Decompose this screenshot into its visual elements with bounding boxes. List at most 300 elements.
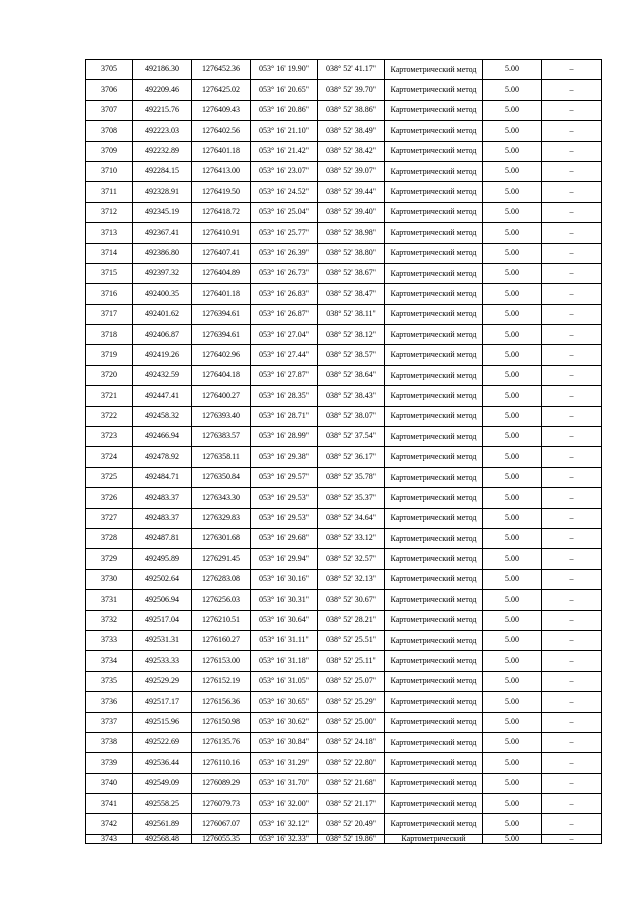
x-coordinate-cell: 492209.46 bbox=[133, 80, 192, 100]
method-cell: Картометрический метод bbox=[385, 406, 483, 426]
method-cell: Картометрический метод bbox=[385, 100, 483, 120]
accuracy-cell: 5.00 bbox=[483, 569, 542, 589]
x-coordinate-cell: 492561.89 bbox=[133, 814, 192, 834]
y-coordinate-cell: 1276153.00 bbox=[192, 651, 251, 671]
table-row bbox=[86, 121, 602, 141]
method-cell: Картометрический метод bbox=[385, 549, 483, 569]
x-coordinate-cell: 492447.41 bbox=[133, 386, 192, 406]
note-cell: – bbox=[542, 814, 602, 834]
note-cell: – bbox=[542, 365, 602, 385]
longitude-cell: 038° 52' 38.12" bbox=[318, 325, 385, 345]
accuracy-cell: 5.00 bbox=[483, 549, 542, 569]
longitude-cell: 038° 52' 21.17" bbox=[318, 794, 385, 814]
point-number-cell: 3739 bbox=[86, 753, 133, 773]
latitude-cell: 053° 16' 25.77" bbox=[251, 223, 318, 243]
point-number-cell: 3713 bbox=[86, 223, 133, 243]
method-cell: Картометрический метод bbox=[385, 610, 483, 630]
y-coordinate-cell: 1276156.36 bbox=[192, 692, 251, 712]
point-number-cell: 3707 bbox=[86, 100, 133, 120]
y-coordinate-cell: 1276110.16 bbox=[192, 753, 251, 773]
table-row bbox=[86, 814, 602, 834]
latitude-cell: 053° 16' 28.99" bbox=[251, 427, 318, 447]
longitude-cell: 038° 52' 38.11" bbox=[318, 304, 385, 324]
point-number-cell: 3718 bbox=[86, 325, 133, 345]
accuracy-cell: 5.00 bbox=[483, 202, 542, 222]
x-coordinate-cell: 492386.80 bbox=[133, 243, 192, 263]
x-coordinate-cell: 492558.25 bbox=[133, 794, 192, 814]
y-coordinate-cell: 1276150.98 bbox=[192, 712, 251, 732]
longitude-cell: 038° 52' 25.29" bbox=[318, 692, 385, 712]
point-number-cell: 3725 bbox=[86, 467, 133, 487]
longitude-cell: 038° 52' 38.43" bbox=[318, 386, 385, 406]
note-cell: – bbox=[542, 304, 602, 324]
y-coordinate-cell: 1276402.56 bbox=[192, 121, 251, 141]
accuracy-cell: 5.00 bbox=[483, 365, 542, 385]
accuracy-cell: 5.00 bbox=[483, 345, 542, 365]
table-row bbox=[86, 243, 602, 263]
table-row bbox=[86, 406, 602, 426]
accuracy-cell: 5.00 bbox=[483, 467, 542, 487]
method-cell: Картометрический метод bbox=[385, 732, 483, 752]
table-row bbox=[86, 488, 602, 508]
note-cell: – bbox=[542, 406, 602, 426]
method-cell: Картометрический метод bbox=[385, 60, 483, 80]
latitude-cell: 053° 16' 20.86" bbox=[251, 100, 318, 120]
point-number-cell: 3733 bbox=[86, 630, 133, 650]
longitude-cell: 038° 52' 32.13" bbox=[318, 569, 385, 589]
longitude-cell: 038° 52' 21.68" bbox=[318, 773, 385, 793]
note-cell: – bbox=[542, 834, 602, 844]
longitude-cell: 038° 52' 25.11" bbox=[318, 651, 385, 671]
latitude-cell: 053° 16' 26.39" bbox=[251, 243, 318, 263]
note-cell: – bbox=[542, 80, 602, 100]
longitude-cell: 038° 52' 38.57" bbox=[318, 345, 385, 365]
method-cell: Картометрический метод bbox=[385, 692, 483, 712]
table-row bbox=[86, 590, 602, 610]
longitude-cell: 038° 52' 38.07" bbox=[318, 406, 385, 426]
accuracy-cell: 5.00 bbox=[483, 590, 542, 610]
point-number-cell: 3736 bbox=[86, 692, 133, 712]
method-cell: Картометрический метод bbox=[385, 284, 483, 304]
note-cell: – bbox=[542, 549, 602, 569]
longitude-cell: 038° 52' 38.98" bbox=[318, 223, 385, 243]
longitude-cell: 038° 52' 41.17" bbox=[318, 60, 385, 80]
longitude-cell: 038° 52' 38.47" bbox=[318, 284, 385, 304]
latitude-cell: 053° 16' 32.00" bbox=[251, 794, 318, 814]
table-body bbox=[86, 60, 602, 844]
x-coordinate-cell: 492328.91 bbox=[133, 182, 192, 202]
method-cell: Картометрический метод bbox=[385, 141, 483, 161]
point-number-cell: 3721 bbox=[86, 386, 133, 406]
longitude-cell: 038° 52' 38.42" bbox=[318, 141, 385, 161]
latitude-cell: 053° 16' 30.65" bbox=[251, 692, 318, 712]
note-cell: – bbox=[542, 712, 602, 732]
method-cell: Картометрический метод bbox=[385, 569, 483, 589]
method-cell: Картометрический метод bbox=[385, 161, 483, 181]
accuracy-cell: 5.00 bbox=[483, 528, 542, 548]
y-coordinate-cell: 1276400.27 bbox=[192, 386, 251, 406]
method-cell: Картометрический метод bbox=[385, 528, 483, 548]
note-cell: – bbox=[542, 467, 602, 487]
x-coordinate-cell: 492483.37 bbox=[133, 508, 192, 528]
x-coordinate-cell: 492506.94 bbox=[133, 590, 192, 610]
x-coordinate-cell: 492419.26 bbox=[133, 345, 192, 365]
latitude-cell: 053° 16' 30.64" bbox=[251, 610, 318, 630]
point-number-cell: 3727 bbox=[86, 508, 133, 528]
x-coordinate-cell: 492432.59 bbox=[133, 365, 192, 385]
method-cell: Картометрический метод bbox=[385, 345, 483, 365]
x-coordinate-cell: 492536.44 bbox=[133, 753, 192, 773]
y-coordinate-cell: 1276425.02 bbox=[192, 80, 251, 100]
note-cell: – bbox=[542, 182, 602, 202]
note-cell: – bbox=[542, 161, 602, 181]
y-coordinate-cell: 1276358.11 bbox=[192, 447, 251, 467]
table-row bbox=[86, 182, 602, 202]
note-cell: – bbox=[542, 263, 602, 283]
latitude-cell: 053° 16' 21.42" bbox=[251, 141, 318, 161]
x-coordinate-cell: 492495.89 bbox=[133, 549, 192, 569]
point-number-cell: 3730 bbox=[86, 569, 133, 589]
latitude-cell: 053° 16' 29.57" bbox=[251, 467, 318, 487]
note-cell: – bbox=[542, 610, 602, 630]
method-cell: Картометрический метод bbox=[385, 794, 483, 814]
x-coordinate-cell: 492568.48 bbox=[133, 834, 192, 844]
x-coordinate-cell: 492515.96 bbox=[133, 712, 192, 732]
latitude-cell: 053° 16' 26.73" bbox=[251, 263, 318, 283]
table-row bbox=[86, 528, 602, 548]
note-cell: – bbox=[542, 386, 602, 406]
x-coordinate-cell: 492458.32 bbox=[133, 406, 192, 426]
point-number-cell: 3724 bbox=[86, 447, 133, 467]
note-cell: – bbox=[542, 590, 602, 610]
longitude-cell: 038° 52' 22.80" bbox=[318, 753, 385, 773]
point-number-cell: 3719 bbox=[86, 345, 133, 365]
table-row bbox=[86, 508, 602, 528]
latitude-cell: 053° 16' 24.52" bbox=[251, 182, 318, 202]
y-coordinate-cell: 1276079.73 bbox=[192, 794, 251, 814]
x-coordinate-cell: 492397.32 bbox=[133, 263, 192, 283]
method-cell: Картометрический метод bbox=[385, 508, 483, 528]
note-cell: – bbox=[542, 202, 602, 222]
longitude-cell: 038° 52' 35.78" bbox=[318, 467, 385, 487]
y-coordinate-cell: 1276407.41 bbox=[192, 243, 251, 263]
latitude-cell: 053° 16' 30.84" bbox=[251, 732, 318, 752]
method-cell: Картометрический метод bbox=[385, 712, 483, 732]
note-cell: – bbox=[542, 121, 602, 141]
point-number-cell: 3705 bbox=[86, 60, 133, 80]
note-cell: – bbox=[542, 284, 602, 304]
latitude-cell: 053° 16' 30.62" bbox=[251, 712, 318, 732]
y-coordinate-cell: 1276413.00 bbox=[192, 161, 251, 181]
x-coordinate-cell: 492401.62 bbox=[133, 304, 192, 324]
x-coordinate-cell: 492531.31 bbox=[133, 630, 192, 650]
y-coordinate-cell: 1276383.57 bbox=[192, 427, 251, 447]
point-number-cell: 3738 bbox=[86, 732, 133, 752]
table-row bbox=[86, 427, 602, 447]
latitude-cell: 053° 16' 31.70" bbox=[251, 773, 318, 793]
accuracy-cell: 5.00 bbox=[483, 692, 542, 712]
table-row bbox=[86, 386, 602, 406]
accuracy-cell: 5.00 bbox=[483, 427, 542, 447]
x-coordinate-cell: 492529.29 bbox=[133, 671, 192, 691]
latitude-cell: 053° 16' 29.94" bbox=[251, 549, 318, 569]
accuracy-cell: 5.00 bbox=[483, 141, 542, 161]
method-cell: Картометрический метод bbox=[385, 182, 483, 202]
table-row bbox=[86, 630, 602, 650]
note-cell: – bbox=[542, 223, 602, 243]
longitude-cell: 038° 52' 20.49" bbox=[318, 814, 385, 834]
method-cell: Картометрический метод bbox=[385, 651, 483, 671]
point-number-cell: 3714 bbox=[86, 243, 133, 263]
method-cell: Картометрический метод bbox=[385, 325, 483, 345]
longitude-cell: 038° 52' 24.18" bbox=[318, 732, 385, 752]
note-cell: – bbox=[542, 243, 602, 263]
table-row bbox=[86, 610, 602, 630]
x-coordinate-cell: 492533.33 bbox=[133, 651, 192, 671]
accuracy-cell: 5.00 bbox=[483, 671, 542, 691]
y-coordinate-cell: 1276419.50 bbox=[192, 182, 251, 202]
table-row bbox=[86, 671, 602, 691]
latitude-cell: 053° 16' 21.10" bbox=[251, 121, 318, 141]
coordinates-table bbox=[85, 59, 602, 844]
y-coordinate-cell: 1276135.76 bbox=[192, 732, 251, 752]
latitude-cell: 053° 16' 25.04" bbox=[251, 202, 318, 222]
accuracy-cell: 5.00 bbox=[483, 814, 542, 834]
point-number-cell: 3741 bbox=[86, 794, 133, 814]
method-cell: Картометрический метод bbox=[385, 488, 483, 508]
latitude-cell: 053° 16' 29.53" bbox=[251, 508, 318, 528]
longitude-cell: 038° 52' 25.51" bbox=[318, 630, 385, 650]
note-cell: – bbox=[542, 630, 602, 650]
latitude-cell: 053° 16' 30.31" bbox=[251, 590, 318, 610]
point-number-cell: 3740 bbox=[86, 773, 133, 793]
longitude-cell: 038° 52' 25.00" bbox=[318, 712, 385, 732]
latitude-cell: 053° 16' 31.18" bbox=[251, 651, 318, 671]
accuracy-cell: 5.00 bbox=[483, 80, 542, 100]
table-row bbox=[86, 161, 602, 181]
table-row bbox=[86, 223, 602, 243]
table-row bbox=[86, 834, 602, 844]
method-cell: Картометрический метод bbox=[385, 223, 483, 243]
point-number-cell: 3710 bbox=[86, 161, 133, 181]
accuracy-cell: 5.00 bbox=[483, 223, 542, 243]
latitude-cell: 053° 16' 27.04" bbox=[251, 325, 318, 345]
longitude-cell: 038° 52' 37.54" bbox=[318, 427, 385, 447]
accuracy-cell: 5.00 bbox=[483, 732, 542, 752]
latitude-cell: 053° 16' 29.53" bbox=[251, 488, 318, 508]
longitude-cell: 038° 52' 39.44" bbox=[318, 182, 385, 202]
table-row bbox=[86, 304, 602, 324]
x-coordinate-cell: 492232.89 bbox=[133, 141, 192, 161]
longitude-cell: 038° 52' 35.37" bbox=[318, 488, 385, 508]
method-cell: Картометрический метод bbox=[385, 467, 483, 487]
x-coordinate-cell: 492484.71 bbox=[133, 467, 192, 487]
table-row bbox=[86, 365, 602, 385]
table-row bbox=[86, 345, 602, 365]
longitude-cell: 038° 52' 38.86" bbox=[318, 100, 385, 120]
y-coordinate-cell: 1276410.91 bbox=[192, 223, 251, 243]
latitude-cell: 053° 16' 32.33" bbox=[251, 834, 318, 844]
table-row bbox=[86, 100, 602, 120]
latitude-cell: 053° 16' 29.68" bbox=[251, 528, 318, 548]
table-row bbox=[86, 60, 602, 80]
point-number-cell: 3708 bbox=[86, 121, 133, 141]
table-row bbox=[86, 692, 602, 712]
latitude-cell: 053° 16' 30.16" bbox=[251, 569, 318, 589]
x-coordinate-cell: 492186.30 bbox=[133, 60, 192, 80]
y-coordinate-cell: 1276291.45 bbox=[192, 549, 251, 569]
note-cell: – bbox=[542, 508, 602, 528]
note-cell: – bbox=[542, 325, 602, 345]
longitude-cell: 038° 52' 39.07" bbox=[318, 161, 385, 181]
accuracy-cell: 5.00 bbox=[483, 794, 542, 814]
y-coordinate-cell: 1276160.27 bbox=[192, 630, 251, 650]
table-row bbox=[86, 80, 602, 100]
point-number-cell: 3726 bbox=[86, 488, 133, 508]
accuracy-cell: 5.00 bbox=[483, 325, 542, 345]
method-cell: Картометрический метод bbox=[385, 427, 483, 447]
latitude-cell: 053° 16' 19.90" bbox=[251, 60, 318, 80]
latitude-cell: 053° 16' 31.29" bbox=[251, 753, 318, 773]
accuracy-cell: 5.00 bbox=[483, 121, 542, 141]
accuracy-cell: 5.00 bbox=[483, 630, 542, 650]
x-coordinate-cell: 492483.37 bbox=[133, 488, 192, 508]
latitude-cell: 053° 16' 27.87" bbox=[251, 365, 318, 385]
table-row bbox=[86, 753, 602, 773]
latitude-cell: 053° 16' 28.71" bbox=[251, 406, 318, 426]
table-row bbox=[86, 712, 602, 732]
y-coordinate-cell: 1276409.43 bbox=[192, 100, 251, 120]
y-coordinate-cell: 1276394.61 bbox=[192, 325, 251, 345]
table-row bbox=[86, 141, 602, 161]
point-number-cell: 3737 bbox=[86, 712, 133, 732]
y-coordinate-cell: 1276055.35 bbox=[192, 834, 251, 844]
note-cell: – bbox=[542, 671, 602, 691]
y-coordinate-cell: 1276393.40 bbox=[192, 406, 251, 426]
accuracy-cell: 5.00 bbox=[483, 406, 542, 426]
accuracy-cell: 5.00 bbox=[483, 60, 542, 80]
y-coordinate-cell: 1276401.18 bbox=[192, 284, 251, 304]
table-row bbox=[86, 325, 602, 345]
y-coordinate-cell: 1276404.89 bbox=[192, 263, 251, 283]
accuracy-cell: 5.00 bbox=[483, 182, 542, 202]
accuracy-cell: 5.00 bbox=[483, 161, 542, 181]
x-coordinate-cell: 492466.94 bbox=[133, 427, 192, 447]
table-row bbox=[86, 773, 602, 793]
longitude-cell: 038° 52' 28.21" bbox=[318, 610, 385, 630]
longitude-cell: 038° 52' 19.86" bbox=[318, 834, 385, 844]
accuracy-cell: 5.00 bbox=[483, 773, 542, 793]
longitude-cell: 038° 52' 38.49" bbox=[318, 121, 385, 141]
accuracy-cell: 5.00 bbox=[483, 610, 542, 630]
method-cell: Картометрический метод bbox=[385, 304, 483, 324]
point-number-cell: 3734 bbox=[86, 651, 133, 671]
note-cell: – bbox=[542, 100, 602, 120]
accuracy-cell: 5.00 bbox=[483, 834, 542, 844]
accuracy-cell: 5.00 bbox=[483, 508, 542, 528]
accuracy-cell: 5.00 bbox=[483, 100, 542, 120]
x-coordinate-cell: 492502.64 bbox=[133, 569, 192, 589]
note-cell: – bbox=[542, 651, 602, 671]
accuracy-cell: 5.00 bbox=[483, 304, 542, 324]
accuracy-cell: 5.00 bbox=[483, 712, 542, 732]
point-number-cell: 3711 bbox=[86, 182, 133, 202]
x-coordinate-cell: 492406.87 bbox=[133, 325, 192, 345]
method-cell: Картометрический метод bbox=[385, 630, 483, 650]
table-row bbox=[86, 794, 602, 814]
method-cell: Картометрический метод bbox=[385, 671, 483, 691]
latitude-cell: 053° 16' 26.83" bbox=[251, 284, 318, 304]
point-number-cell: 3742 bbox=[86, 814, 133, 834]
latitude-cell: 053° 16' 28.35" bbox=[251, 386, 318, 406]
method-cell: Картометрический метод bbox=[385, 753, 483, 773]
note-cell: – bbox=[542, 692, 602, 712]
x-coordinate-cell: 492517.04 bbox=[133, 610, 192, 630]
note-cell: – bbox=[542, 528, 602, 548]
accuracy-cell: 5.00 bbox=[483, 284, 542, 304]
x-coordinate-cell: 492522.69 bbox=[133, 732, 192, 752]
note-cell: – bbox=[542, 60, 602, 80]
longitude-cell: 038° 52' 38.67" bbox=[318, 263, 385, 283]
point-number-cell: 3716 bbox=[86, 284, 133, 304]
table-row bbox=[86, 569, 602, 589]
x-coordinate-cell: 492223.03 bbox=[133, 121, 192, 141]
point-number-cell: 3706 bbox=[86, 80, 133, 100]
x-coordinate-cell: 492517.17 bbox=[133, 692, 192, 712]
longitude-cell: 038° 52' 39.40" bbox=[318, 202, 385, 222]
y-coordinate-cell: 1276329.83 bbox=[192, 508, 251, 528]
accuracy-cell: 5.00 bbox=[483, 447, 542, 467]
point-number-cell: 3743 bbox=[86, 834, 133, 844]
y-coordinate-cell: 1276350.84 bbox=[192, 467, 251, 487]
table-row bbox=[86, 284, 602, 304]
y-coordinate-cell: 1276401.18 bbox=[192, 141, 251, 161]
point-number-cell: 3731 bbox=[86, 590, 133, 610]
method-cell: Картометрический метод bbox=[385, 447, 483, 467]
method-cell: Картометрический метод bbox=[385, 263, 483, 283]
table-row bbox=[86, 651, 602, 671]
table-row bbox=[86, 467, 602, 487]
method-cell: Картометрический метод bbox=[385, 243, 483, 263]
accuracy-cell: 5.00 bbox=[483, 753, 542, 773]
longitude-cell: 038° 52' 39.70" bbox=[318, 80, 385, 100]
longitude-cell: 038° 52' 33.12" bbox=[318, 528, 385, 548]
accuracy-cell: 5.00 bbox=[483, 263, 542, 283]
longitude-cell: 038° 52' 32.57" bbox=[318, 549, 385, 569]
method-cell: Картометрический bbox=[385, 834, 483, 844]
point-number-cell: 3728 bbox=[86, 528, 133, 548]
y-coordinate-cell: 1276089.29 bbox=[192, 773, 251, 793]
latitude-cell: 053° 16' 29.38" bbox=[251, 447, 318, 467]
y-coordinate-cell: 1276404.18 bbox=[192, 365, 251, 385]
longitude-cell: 038° 52' 30.67" bbox=[318, 590, 385, 610]
table-row bbox=[86, 549, 602, 569]
longitude-cell: 038° 52' 38.64" bbox=[318, 365, 385, 385]
accuracy-cell: 5.00 bbox=[483, 243, 542, 263]
latitude-cell: 053° 16' 27.44" bbox=[251, 345, 318, 365]
table-row bbox=[86, 202, 602, 222]
table-row bbox=[86, 263, 602, 283]
x-coordinate-cell: 492215.76 bbox=[133, 100, 192, 120]
point-number-cell: 3717 bbox=[86, 304, 133, 324]
method-cell: Картометрический метод bbox=[385, 773, 483, 793]
x-coordinate-cell: 492367.41 bbox=[133, 223, 192, 243]
note-cell: – bbox=[542, 447, 602, 467]
x-coordinate-cell: 492478.92 bbox=[133, 447, 192, 467]
point-number-cell: 3722 bbox=[86, 406, 133, 426]
y-coordinate-cell: 1276452.36 bbox=[192, 60, 251, 80]
method-cell: Картометрический метод bbox=[385, 202, 483, 222]
